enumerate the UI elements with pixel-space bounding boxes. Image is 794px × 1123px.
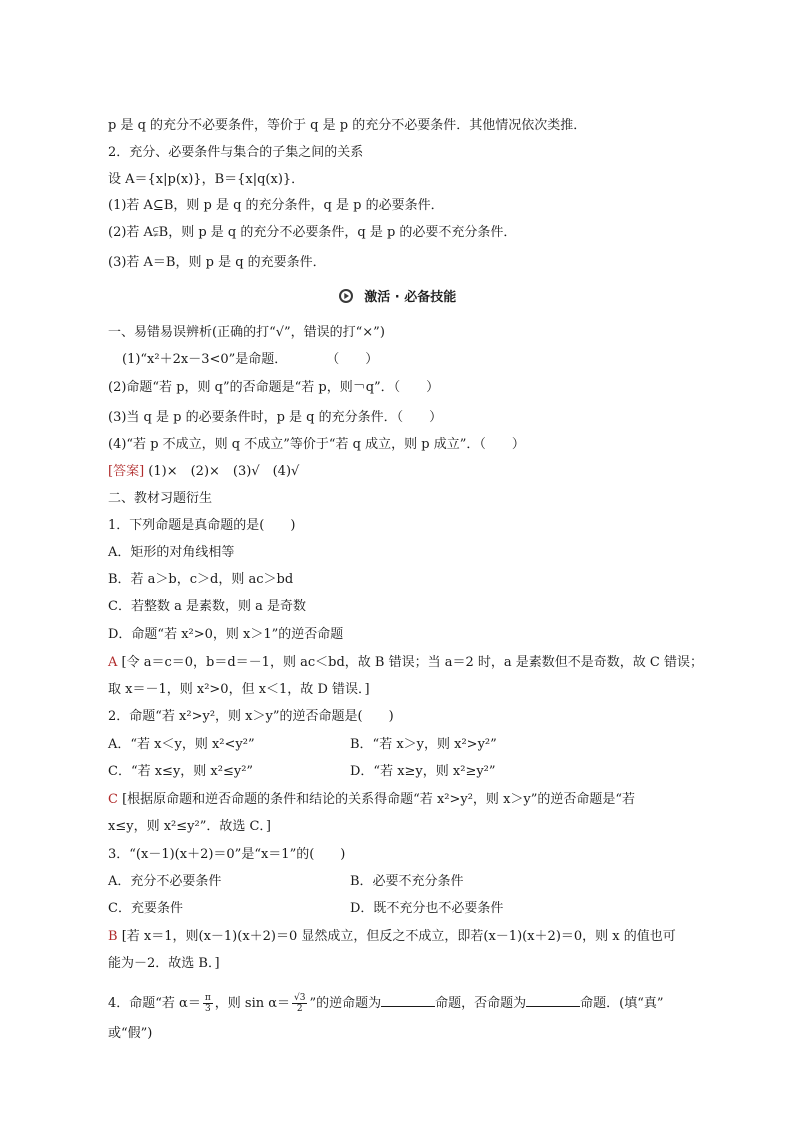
section-heading (0, 286, 794, 308)
q2-exp-line1: [根据原命题和逆否命题的条件和结论的关系得命题“若 x²>y²，则 x＞y”的逆否命题是“若 (122, 792, 636, 807)
q2-explanation (108, 790, 635, 810)
q2-options-row1 (108, 735, 255, 755)
q3-key: B (108, 929, 118, 944)
q3-exp-line1: [若 x＝1，则(x－1)(x＋2)＝0 显然成立，但反之不成立，即若(x－1)(x＋2)＝0，则 x 的值也可 (121, 929, 676, 944)
q1-option-a: A．矩形的对角线相等 (108, 545, 235, 560)
q2-exp-line2: x≤y，则 x²≤y²”．故选 C．] (108, 819, 271, 834)
q4-post: ”的逆命题为 (309, 996, 382, 1011)
judge-item-4: (4)“若 p 不成立，则 q 不成立”等价于“若 q 成立，则 p 成立”．（ ） (108, 437, 525, 452)
q1-exp-line2: 取 x＝－1，则 x²>0，但 x＜1，故 D 错误．] (108, 682, 370, 697)
q1-option-c: C．若整数 a 是素数，则 a 是奇数 (108, 599, 306, 614)
heading-title: 激活 · 必备技能 (364, 290, 457, 305)
q1-option-d: D．命题“若 x²>0，则 x＞1”的逆否命题 (108, 627, 344, 642)
section-title: 2．充分、必要条件与集合的子集之间的关系 (108, 145, 364, 160)
q2-option-d: D．“若 x≥y，则 x²≥y²” (350, 764, 496, 779)
q1-option-b: B．若 a＞b，c＞d，则 ac＞bd (108, 572, 294, 587)
answer-line (108, 462, 299, 482)
answer-text: (1)× (2)× (3)√ (4)√ (148, 464, 300, 479)
q2-option-c: C．“若 x≤y，则 x²≤y²” (108, 764, 254, 779)
q3-explanation (108, 927, 676, 947)
q4-frac1-num: π (204, 993, 211, 1003)
answer-tag: [答案] (108, 464, 145, 479)
q4-line2: 或“假”) (108, 1026, 153, 1041)
part2-title: 二、教材习题衍生 (108, 491, 213, 506)
q3-option-d: D．既不充分也不必要条件 (350, 901, 504, 916)
q3-exp-line2: 能为－2．故选 B．] (108, 956, 220, 971)
q2-option-a: A．“若 x＜y，则 x²<y²” (108, 737, 255, 752)
q4-stem (108, 992, 664, 1016)
q4-text-1: 命题，否命题为 (435, 996, 527, 1011)
q1-exp-line1: [令 a＝c＝0，b＝d＝－1，则 ac＜bd，故 B 错误；当 a＝2 时，a 是素数但不是奇数，故 C 错误； (121, 655, 703, 670)
q4-blank-1[interactable] (381, 992, 435, 1007)
q3-option-c: C．充要条件 (108, 901, 183, 916)
play-circle-icon (338, 288, 354, 308)
q2-stem: 2．命题“若 x²>y²，则 x＞y”的逆否命题是( ) (108, 709, 394, 724)
judge-item-1: (1)“x²＋2x－3<0”是命题． （ ） (122, 352, 379, 367)
part1-title: 一、易错易误辨析(正确的打“√”，错误的打“×”) (108, 325, 385, 340)
q4-frac2-num: √3 (294, 993, 306, 1003)
q1-key: A (108, 655, 118, 670)
q1-stem: 1．下列命题是真命题的是( ) (108, 518, 296, 533)
q4-fraction-pi-3 (203, 993, 213, 1014)
q4-fraction-sqrt3-2 (292, 993, 307, 1014)
condition-3: (3)若 A＝B，则 p 是 q 的充要条件． (108, 255, 326, 270)
q3-option-a: A．充分不必要条件 (108, 874, 222, 889)
q4-frac2-den: 2 (296, 1004, 303, 1014)
q4-text-2: 命题．(填“真” (580, 996, 664, 1011)
q4-blank-2[interactable] (526, 992, 580, 1007)
condition-2: (2)若 A⫋B，则 p 是 q 的充分不必要条件，q 是 p 的必要不充分条件． (108, 225, 517, 240)
condition-1: (1)若 A⊆B，则 p 是 q 的充分条件，q 是 p 的必要条件． (108, 198, 444, 213)
q4-pre: 4．命题“若 α＝ (108, 996, 201, 1011)
q2-key: C (108, 792, 118, 807)
q1-explanation (108, 653, 703, 673)
q4-frac1-den: 3 (204, 1004, 211, 1014)
q3-stem: 3．“(x－1)(x＋2)＝0”是“x＝1”的( ) (108, 847, 346, 862)
q4-mid: ，则 sin α＝ (214, 996, 291, 1011)
judge-item-2: (2)命题“若 p，则 q”的否命题是“若 p，则￢q”．（ ） (108, 380, 440, 395)
intro-line: p 是 q 的充分不必要条件，等价于 q 是 p 的充分不必要条件．其他情况依次类推． (108, 118, 587, 133)
q3-option-b: B．必要不充分条件 (350, 874, 464, 889)
judge-item-3: (3)当 q 是 p 的必要条件时，p 是 q 的充分条件．（ ） (108, 410, 443, 425)
set-definition: 设 A＝{x|p(x)}，B＝{x|q(x)}． (108, 172, 305, 187)
q2-option-b: B．“若 x＞y，则 x²>y²” (350, 737, 497, 752)
